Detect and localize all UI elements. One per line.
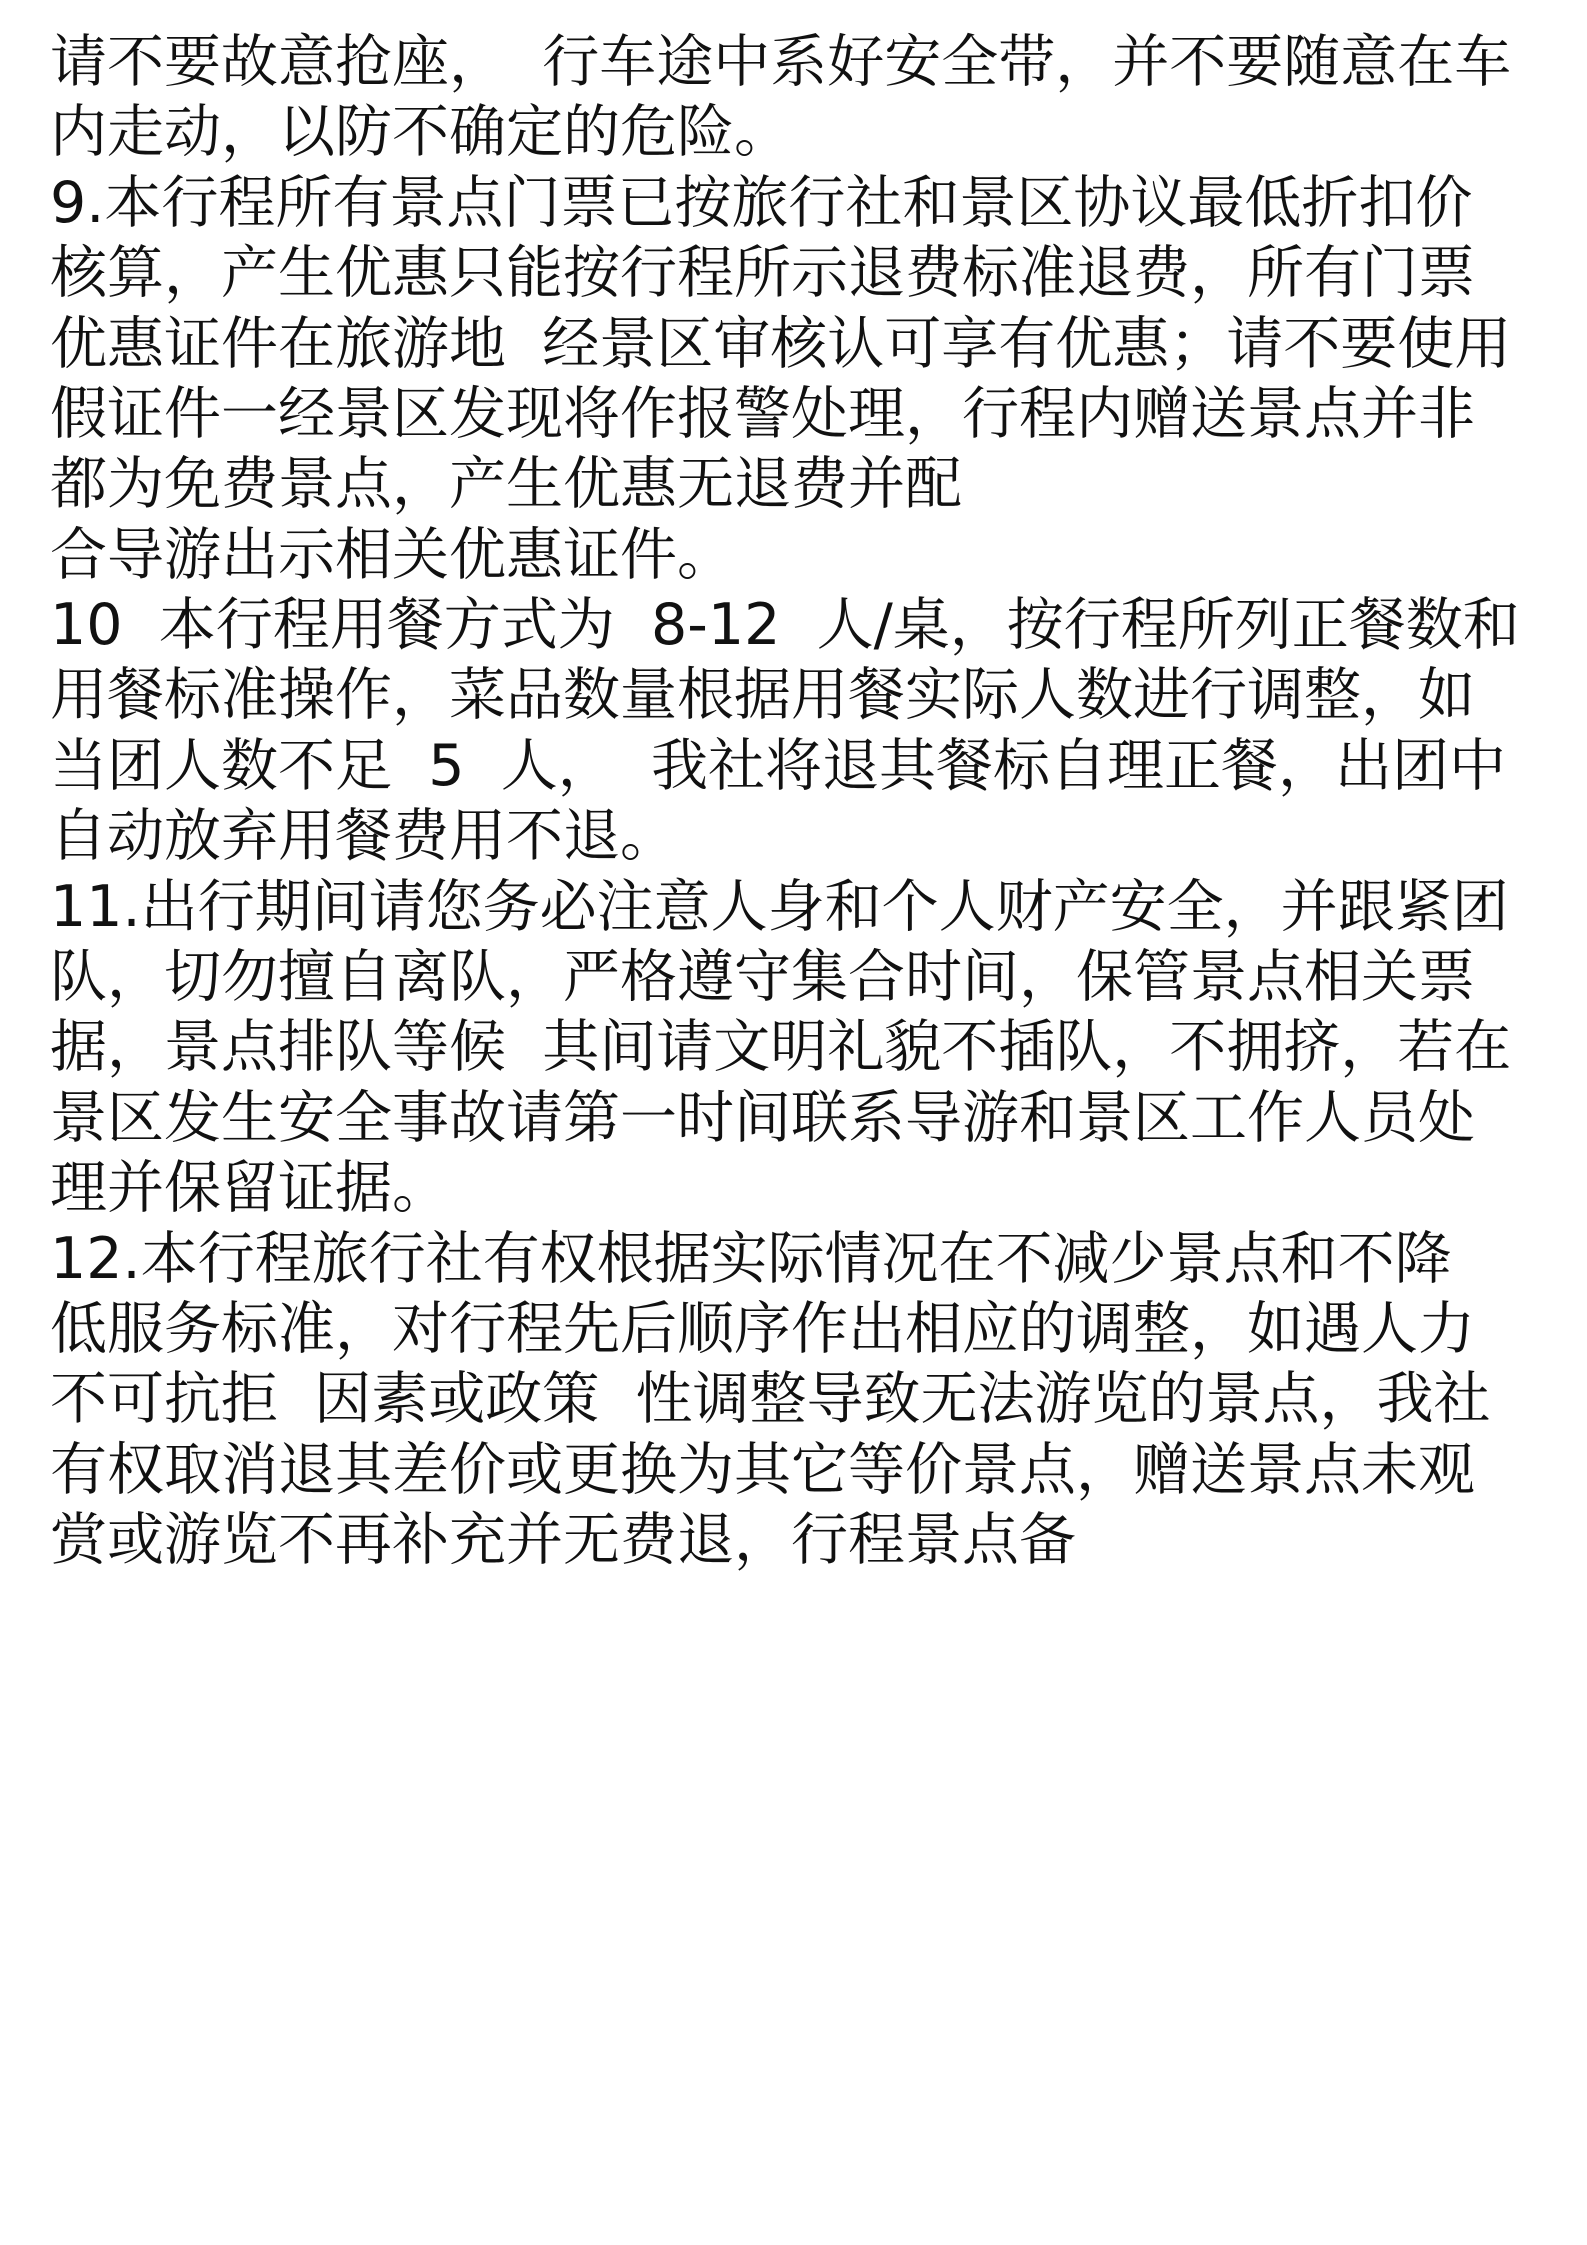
text-line: 自动放弃用餐费用不退。 bbox=[50, 803, 677, 869]
text-line: 用餐标准操作，菜品数量根据用餐实际人数进行调整，如 bbox=[50, 662, 1475, 728]
text-line: 低服务标准，对行程先后顺序作出相应的调整，如遇人力 bbox=[50, 1296, 1475, 1362]
text-line: 赏或游览不再补充并无费退，行程景点备 bbox=[50, 1507, 1076, 1573]
text-line: 11.出行期间请您务必注意人身和个人财产安全，并跟紧团 bbox=[50, 874, 1509, 940]
text-line: 理并保留证据。 bbox=[50, 1155, 449, 1221]
text-line: 景区发生安全事故请第一时间联系导游和景区工作人员处 bbox=[50, 1085, 1475, 1151]
text-line: 内走动，以防不确定的危险。 bbox=[50, 99, 791, 165]
text-line: 当团人数不足 5 人， 我社将退其餐标自理正餐，出团中 bbox=[50, 733, 1506, 799]
text-line: 10 本行程用餐方式为 8-12 人/桌，按行程所列正餐数和 bbox=[50, 592, 1520, 658]
text-line: 都为免费景点，产生优惠无退费并配 bbox=[50, 451, 962, 517]
text-line: 假证件一经景区发现将作报警处理，行程内赠送景点并非 bbox=[50, 381, 1475, 447]
text-line: 有权取消退其差价或更换为其它等价景点，赠送景点未观 bbox=[50, 1437, 1475, 1503]
text-line: 不可抗拒 因素或政策 性调整导致无法游览的景点，我社 bbox=[50, 1366, 1491, 1432]
text-line: 优惠证件在旅游地 经景区审核认可享有优惠；请不要使用 bbox=[50, 311, 1512, 377]
text-line: 合导游出示相关优惠证件。 bbox=[50, 522, 734, 588]
text-line: 核算，产生优惠只能按行程所示退费标准退费，所有门票 bbox=[50, 240, 1475, 306]
text-line: 请不要故意抢座， 行车途中系好安全带，并不要随意在车 bbox=[50, 29, 1512, 95]
text-line: 9.本行程所有景点门票已按旅行社和景区协议最低折扣价 bbox=[50, 170, 1473, 236]
text-line: 12.本行程旅行社有权根据实际情况在不减少景点和不降 bbox=[50, 1226, 1452, 1292]
text-line: 据，景点排队等候 其间请文明礼貌不插队，不拥挤，若在 bbox=[50, 1014, 1512, 1080]
text-line: 队，切勿擅自离队，严格遵守集合时间，保管景点相关票 bbox=[50, 944, 1475, 1010]
